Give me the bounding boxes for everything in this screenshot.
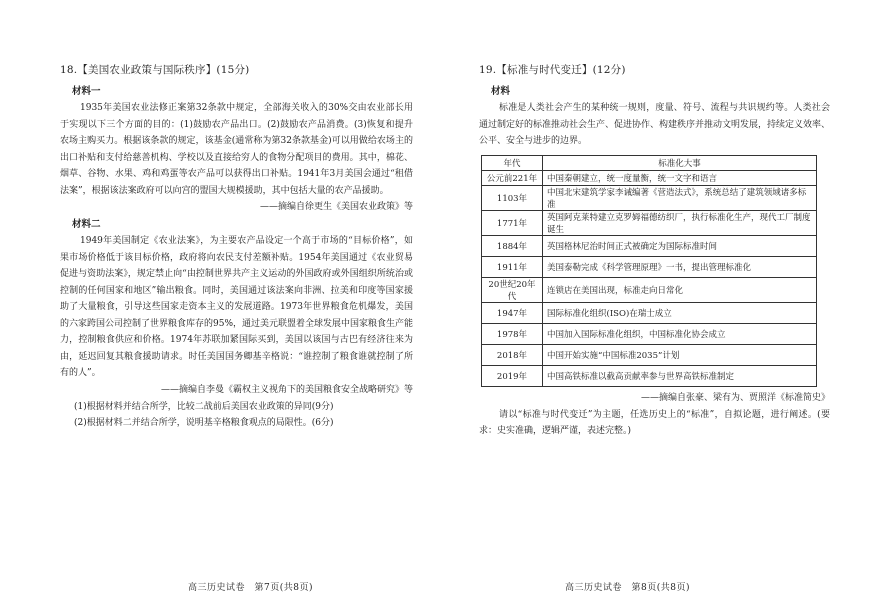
table-cell-year: 1978年	[482, 323, 543, 344]
material-text: 标准是人类社会产生的某种统一规则，度量、符号、流程与共识规约等。人类社会通过制定好的标准推动社会生产、促进协作、构建秩序并推动文明发展，持续定义效率、公平、安全与进步的边界。	[479, 103, 831, 146]
table-cell-event: 国际标准化组织(ISO)在瑞士成立	[543, 302, 817, 323]
table-header-event: 标准化大事	[543, 155, 817, 170]
table-row	[482, 302, 817, 323]
material-label: 材料	[491, 86, 511, 97]
question-19-title: 19.【标准与时代变迁】(12分)	[479, 64, 626, 76]
table-row	[482, 365, 817, 386]
table-cell-year: 1103年	[482, 185, 543, 210]
table-cell-year: 1947年	[482, 302, 543, 323]
table-row	[482, 277, 817, 302]
page-footer-8: 高三历史试卷 第8页(共8页)	[565, 583, 690, 593]
question-18-part-1: (1)根据材料并结合所学，比较二战前后美国农业政策的异同(9分)	[74, 401, 334, 412]
table-cell-year: 2019年	[482, 365, 543, 386]
table-row	[482, 235, 817, 256]
table-row	[482, 185, 817, 210]
page-footer-7: 高三历史试卷 第7页(共8页)	[188, 583, 313, 593]
table-cell-year: 1911年	[482, 256, 543, 277]
table-cell-event: 连锁店在美国出现，标准走向日常化	[543, 277, 817, 302]
question-18-title: 18.【美国农业政策与国际秩序】(15分)	[60, 64, 250, 76]
table-cell-event: 英国阿克莱特建立克罗姆福德纺织厂，执行标准化生产，现代工厂制度诞生	[543, 210, 817, 235]
table-cell-event: 中国加入国际标准化组织，中国标准化协会成立	[543, 323, 817, 344]
question-18-part-2: (2)根据材料二并结合所学，说明基辛格粮食观点的局限性。(6分)	[74, 418, 334, 428]
table-cell-event: 中国北宋建筑学家李诫编著《营造法式》，系统总结了建筑领域诸多标准	[543, 185, 817, 210]
table-row	[482, 210, 817, 235]
table-source: ——摘编自张豪、梁有为、贾照洋《标准简史》	[640, 392, 830, 403]
standardization-table	[481, 155, 817, 387]
material-1-source: ——摘编自徐更生《美国农业政策》等	[259, 202, 413, 212]
table-cell-year: 20世纪20年代	[482, 277, 543, 302]
material-2-label: 材料二	[72, 219, 101, 230]
table-cell-event: 中国高铁标准以截高贡献率参与世界高铁标准制定	[543, 365, 817, 386]
table-header-year: 年代	[482, 155, 543, 170]
table-cell-event: 中国开始实施“中国标准2035”计划	[543, 344, 817, 365]
table-row	[482, 344, 817, 365]
question-19-prompt: 请以“标准与时代变迁”为主题，任选历史上的“标准”，自拟论题，进行阐述。(要求：史实准确，逻辑严谨，表述完整。)	[479, 409, 830, 436]
table-cell-event: 英国格林尼治时间正式被确定为国际标准时间	[543, 235, 817, 256]
table-cell-event: 中国秦朝建立，统一度量衡，统一文字和语言	[543, 170, 817, 185]
material-1-text: 1935年美国农业法修正案第32条款中规定，全部海关收入的30%交由农业部长用于实现以下三个方面的目的：(1)鼓励农产品出口。(2)鼓励农产品消费。(3)恢复和提升农场主购买力。根据该条款的规定，该基金(通常称为第32条款基金)可以用做给农场主的出口补贴和支付给慈善机构、学校以及直接给穷人的食物分配项目的费用。其中，棉花、烟草、谷物、水果、鸡和鸡蛋等农产品可以获得出口补贴。1941年3月美国会通过“租借法案”，根据该法案政府可以向宫的盟国大规模援助，其中包括大量的农产品援助。	[60, 103, 413, 196]
table-cell-year: 公元前221年	[482, 170, 543, 185]
material-1-label: 材料一	[72, 86, 101, 97]
table-header-row	[482, 155, 817, 170]
table-row	[482, 170, 817, 185]
table-cell-year: 2018年	[482, 344, 543, 365]
material-2-text: 1949年美国制定《农业法案》，为主要农产品设定一个高于市场的“目标价格”，如果市场价格低于该目标价格，政府将向农民支付差额补贴。1954年美国通过《农业贸易促进与资助法案》，规定禁止向“由控制世界共产主义运动的外国政府或外国组织所统治或控制的任何国家和地区”输出粮食。同时，美国通过该法案向非洲、拉美和印度等国家援助了大量粮食，引导这些国家走资本主义的发展道路。1973年世界粮食危机爆发，美国的六家跨国公司控制了世界粮食库存的95%，通过美元联盟着全球发展中国家粮食生产能力，控制粮食供应和价格。1974年苏联加紧国际买到，美国以该国与古巴有经济往来为由，延迟回复其粮食援助请求。时任美国国务卿基辛格说：“谁控制了粮食谁就控制了所有的人”。	[60, 236, 414, 378]
table-cell-year: 1884年	[482, 235, 543, 256]
table-cell-event: 美国泰勒完成《科学管理原理》一书，提出管理标准化	[543, 256, 817, 277]
material-2-source: ——摘编自李曼《霸权主义视角下的美国粮食安全战略研究》等	[160, 384, 413, 395]
table-row	[482, 256, 817, 277]
table-cell-year: 1771年	[482, 210, 543, 235]
right-page	[435, 0, 870, 615]
table-row	[482, 323, 817, 344]
